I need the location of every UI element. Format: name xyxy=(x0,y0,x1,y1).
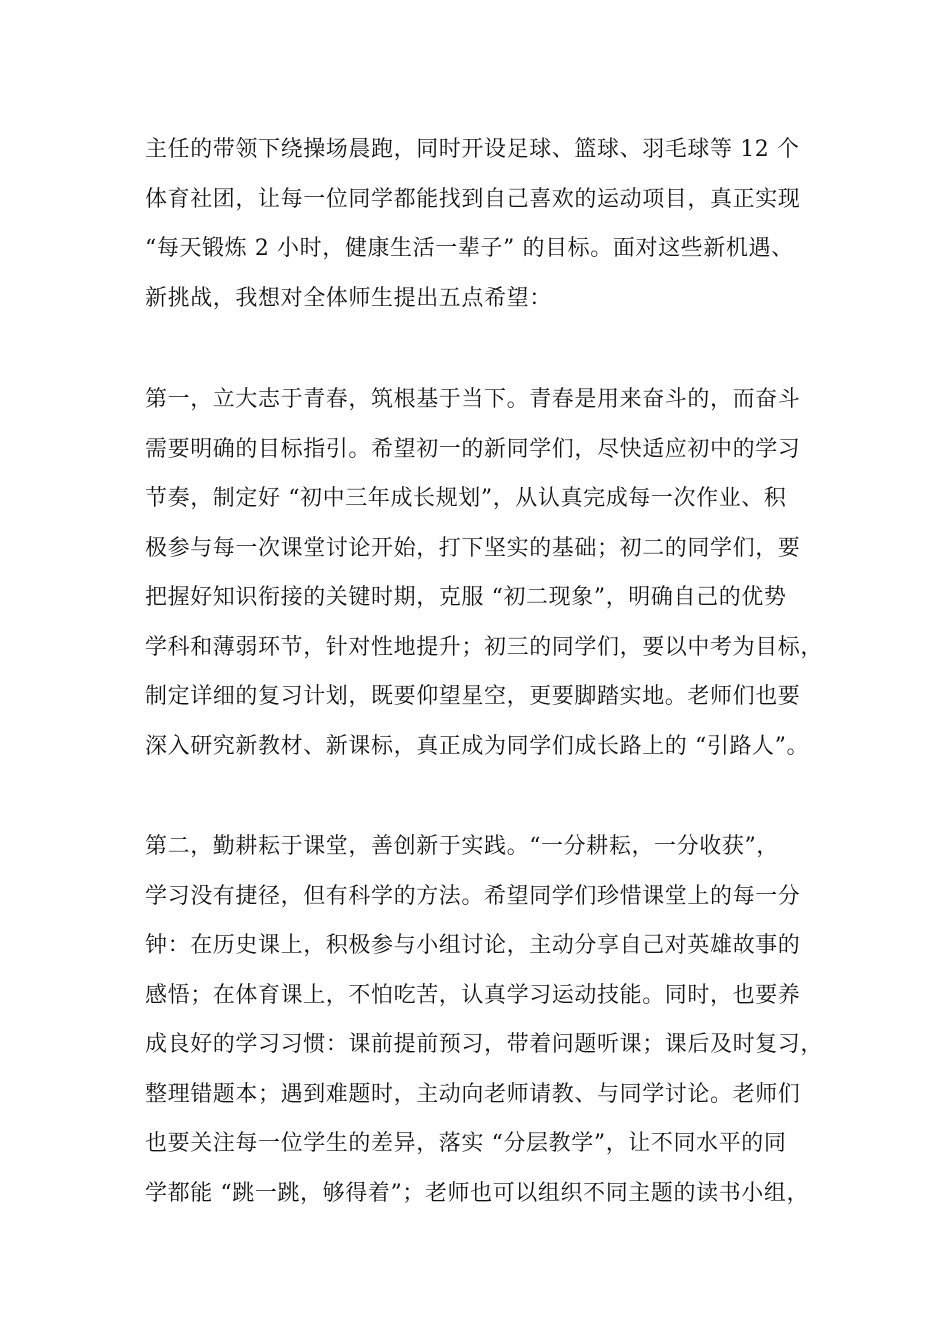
paragraph-second-hope xyxy=(145,822,835,1218)
paragraph-first-hope xyxy=(145,375,835,771)
text-line: “每天锻炼 2 小时，健康生活一辈子” 的目标。面对这些新机遇、 xyxy=(145,236,794,261)
text-line: 也要关注每一位学生的差异，落实 “分层教学”，让不同水平的同 xyxy=(145,1131,787,1156)
text-line: 主任的带领下绕操场晨跑，同时开设足球、篮球、羽毛球等 12 个 xyxy=(145,137,800,162)
text-line: 节奏，制定好 “初中三年成长规划”，从认真完成每一次作业、积 xyxy=(145,486,787,511)
text-line: 极参与每一次课堂讨论开始，打下坚实的基础；初二的同学们，要 xyxy=(145,535,801,561)
text-line: 学都能 “跳一跳，够得着”；老师也可以组织不同主题的读书小组， xyxy=(145,1180,810,1206)
text-line: 感悟；在体育课上，不怕吃苦，认真学习运动技能。同时，也要养 xyxy=(145,982,801,1008)
text-line: 制定详细的复习计划，既要仰望星空，更要脚踏实地。老师们也要 xyxy=(145,684,801,709)
text-line: 学科和薄弱环节，针对性地提升；初三的同学们，要以中考为目标， xyxy=(145,634,824,660)
text-line: 成良好的学习习惯：课前提前预习，带着问题听课；课后及时复习， xyxy=(145,1032,824,1057)
text-line: 把握好知识衔接的关键时期，克服 “初二现象”，明确自己的优势 xyxy=(145,585,787,610)
text-line: 新挑战，我想对全体师生提出五点希望： xyxy=(145,285,552,311)
text-line: 第二，勤耕耘于课堂，善创新于实践。“一分耕耘，一分收获”， xyxy=(145,834,779,859)
text-line: 钟：在历史课上，积极参与小组讨论，主动分享自己对英雄故事的 xyxy=(145,933,801,958)
text-line: 整理错题本；遇到难题时，主动向老师请教、与同学讨论。老师们 xyxy=(145,1081,801,1107)
text-line: 需要明确的目标指引。希望初一的新同学们，尽快适应初中的学习 xyxy=(145,436,801,462)
text-line: 学习没有捷径，但有科学的方法。希望同学们珍惜课堂上的每一分 xyxy=(145,883,801,909)
text-line: 第一，立大志于青春，筑根基于当下。青春是用来奋斗的，而奋斗 xyxy=(145,387,801,412)
paragraph-intro xyxy=(145,125,835,323)
text-line: 体育社团，让每一位同学都能找到自己喜欢的运动项目，真正实现 xyxy=(145,186,801,212)
text-line: 深入研究新教材、新课标，真正成为同学们成长路上的 “引路人”。 xyxy=(145,733,810,759)
